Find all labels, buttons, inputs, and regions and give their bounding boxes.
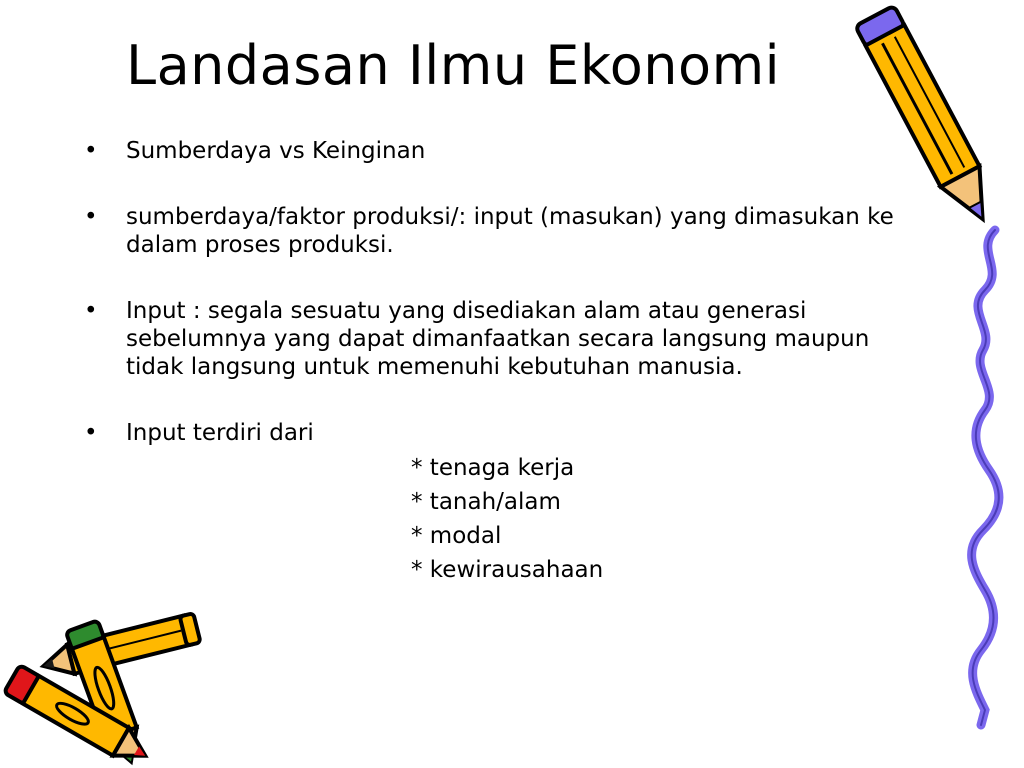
bullet-marker: • (84, 204, 98, 230)
bullet-marker: • (84, 138, 98, 164)
bullet-list (84, 137, 934, 587)
bullet-item (84, 203, 934, 259)
pencils-bottom-left-icon (0, 610, 210, 768)
sub-item-capital: * modal (411, 523, 502, 549)
sub-item-entrepreneurship: * kewirausahaan (411, 557, 604, 583)
bullet-text: sumberdaya/faktor produksi/: input (masukan) yang dimasukan ke dalam proses produksi. (126, 204, 894, 258)
bullet-item (84, 419, 934, 587)
squiggle-path (972, 230, 999, 725)
pencil-tip (40, 645, 74, 681)
bullet-text: Input terdiri dari (126, 420, 314, 446)
sub-item-land: * tanah/alam (411, 489, 561, 515)
bullet-item (84, 137, 934, 165)
bullet-marker: • (84, 420, 98, 446)
squiggle-line-icon (955, 230, 1015, 730)
bullet-text: Sumberdaya vs Keinginan (126, 138, 426, 164)
pencil-top-right-icon (850, 0, 1010, 250)
slide-title: Landasan Ilmu Ekonomi (126, 34, 781, 97)
bullet-text: Input : segala sesuatu yang disediakan alam atau generasi sebelumnya yang dapat dimanfaatkan secara langsung maupun tidak langsung untuk memenuhi kebutuhan manusia. (126, 298, 870, 380)
bullet-marker: • (84, 298, 98, 324)
sub-list (126, 451, 934, 587)
bullet-item (84, 297, 934, 381)
sub-item-labor: * tenaga kerja (411, 455, 575, 481)
